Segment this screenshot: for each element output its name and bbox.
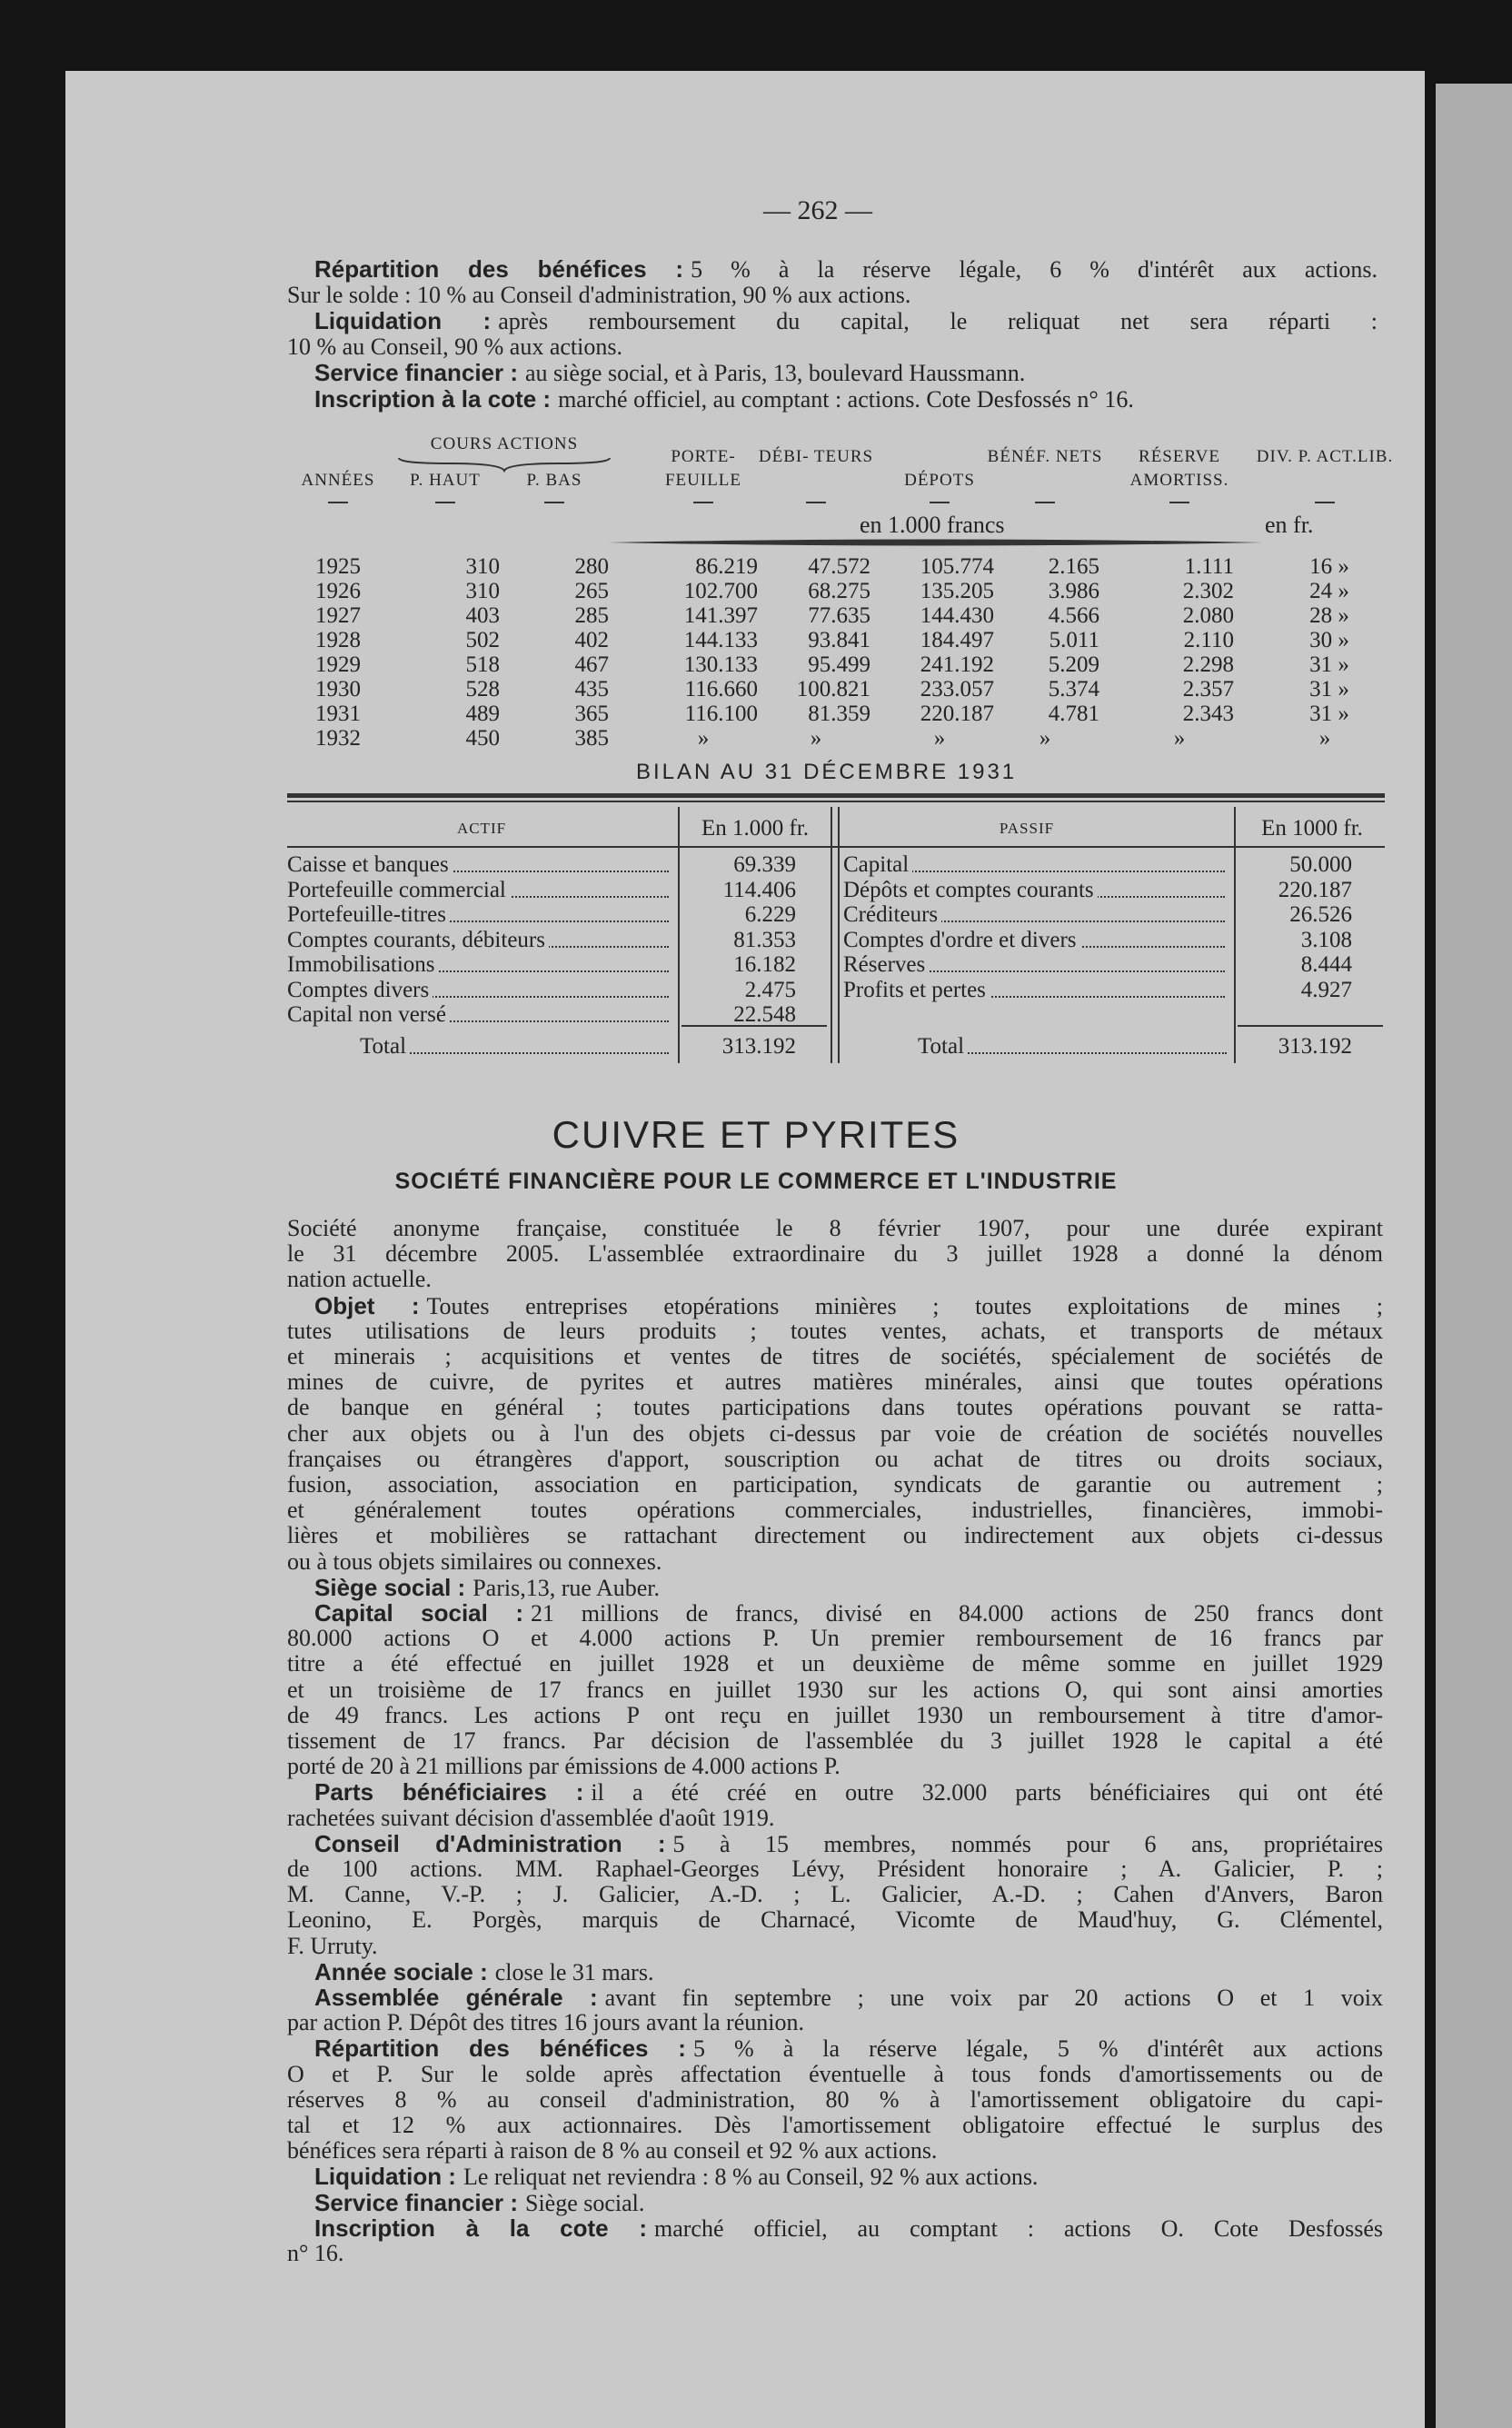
column-header: PORTE- FEUILLE <box>664 447 742 490</box>
table-cell: 402 <box>574 628 609 652</box>
text-line <box>287 283 1378 308</box>
table-cell: 5.374 <box>1048 677 1099 702</box>
line-text: tal et 12 % aux actionnaires. Dès l'amortissement obligatoire effectué le surplus des <box>287 2112 1383 2138</box>
table-hrule <box>1238 1025 1383 1027</box>
table-cell: 1932 <box>315 726 361 751</box>
line-text: 21 millions de francs, divisé en 84.000 actions de 250 francs dont <box>530 1600 1383 1627</box>
line-text: fusion, association, association en participation, syndicats de garantie ou autrement ; <box>287 1471 1383 1498</box>
table-cell: » <box>1173 726 1186 751</box>
table-cell: 280 <box>574 554 609 579</box>
table-cell: 144.430 <box>920 603 994 628</box>
table-cell: 385 <box>574 726 609 751</box>
header-dash <box>544 502 564 503</box>
table-cell: 220.187 <box>920 702 994 726</box>
passif-value: 26.526 <box>1289 902 1352 927</box>
line-text: de 49 francs. Les actions P ont reçu en juillet 1930 un remboursement à titre d'amor- <box>287 1701 1383 1728</box>
section-label: Parts bénéficiaires : <box>314 1778 584 1806</box>
passif-label: Profits et pertes <box>843 978 990 1003</box>
section-label: Liquidation : <box>314 2163 456 2191</box>
section-label: Siège social : <box>314 1573 466 1601</box>
adjacent-page-edge <box>1436 84 1512 2428</box>
passif-label: Comptes d'ordre et divers <box>843 928 1080 953</box>
table-cell: 30 » <box>1309 628 1349 652</box>
actif-label: Portefeuille commercial <box>287 878 510 903</box>
text-line <box>314 2164 1383 2190</box>
line-text: 5 % à la réserve légale, 5 % d'intérêt aux actions <box>692 2035 1383 2063</box>
actif-value: 2.475 <box>744 977 796 1002</box>
text-line <box>287 2113 1383 2138</box>
actif-label: Capital non versé <box>287 1002 450 1028</box>
table-cell: 2.165 <box>1048 554 1099 579</box>
section-label: Répartition des bénéfices : <box>314 255 684 283</box>
table-cell: 100.821 <box>796 677 870 702</box>
text-line <box>314 386 1378 413</box>
text-line <box>287 1344 1383 1369</box>
table-cell: 265 <box>574 579 609 603</box>
total-label: Total <box>360 1034 410 1060</box>
actif-value: 114.406 <box>722 877 796 902</box>
text-line <box>287 1934 1383 1959</box>
line-text: après remboursement du capital, le reliquat net sera réparti : <box>498 308 1378 334</box>
line-text: et minerais ; acquisitions et ventes de titres de sociétés, spécialement de sociétés de <box>287 1343 1383 1369</box>
line-text: n° 16. <box>287 2240 344 2266</box>
table-cell: 135.205 <box>920 579 994 603</box>
text-line <box>287 1523 1383 1548</box>
text-line <box>287 1754 1383 1779</box>
actif-label: Comptes courants, débiteurs <box>287 928 549 953</box>
text-line <box>314 2190 1383 2216</box>
text-line <box>287 1856 1383 1882</box>
table-hrule <box>287 846 1385 848</box>
section-label: Objet : <box>314 1291 420 1319</box>
actif-header: ACTIF <box>456 820 507 837</box>
section-label: Inscription à la cote : <box>314 2214 647 2242</box>
table-cell: 1926 <box>315 579 361 603</box>
line-text: françaises ou étrangères d'apport, souscription ou achat de titres ou droits sociaux, <box>287 1445 1383 1472</box>
actif-value: 69.339 <box>733 852 796 877</box>
line-text: Siège social. <box>525 2189 645 2216</box>
company-title: CUIVRE ET PYRITES <box>552 1113 960 1156</box>
table-cell: 2.357 <box>1182 677 1234 702</box>
table-cell: 24 » <box>1309 579 1349 603</box>
table-cell: 141.397 <box>683 603 758 628</box>
bilan-rule-top <box>287 793 1385 798</box>
text-line <box>287 1498 1383 1523</box>
line-text: avant fin septembre ; une voix par 20 actions O et 1 voix <box>604 1985 1383 2011</box>
bilan-rule-top-2 <box>287 801 1385 802</box>
total-passif: 313.192 <box>1278 1034 1352 1059</box>
actif-label: Caisse et banques <box>287 852 453 878</box>
text-line <box>314 1831 1383 1857</box>
line-text: il a été créé en outre 32.000 parts bénéficiaires qui ont été <box>591 1779 1383 1806</box>
table-cell: » <box>697 726 710 751</box>
line-text: cher aux objets ou à l'un des objets ci-dessus par voie de création de sociétés nouvelles <box>287 1419 1383 1447</box>
table-cell: 130.133 <box>683 652 758 677</box>
table-cell: 95.499 <box>808 652 870 677</box>
line-text: marché officiel, au comptant : actions O. Cote Desfossés <box>653 2214 1383 2242</box>
table-cell: 2.298 <box>1182 652 1234 677</box>
header-dash <box>1169 502 1189 503</box>
table-cell: 144.133 <box>683 628 758 652</box>
passif-header: PASSIF <box>999 820 1055 837</box>
line-text: titre a été effectué en juillet 1928 et un deuxième de même somme en juillet 1929 <box>287 1650 1383 1677</box>
header-dash <box>1035 502 1055 503</box>
table-cell: 467 <box>574 652 609 677</box>
line-text: porté de 20 à 21 millions par émissions de 4.000 actions P. <box>287 1753 841 1780</box>
column-header: RÉSERVE AMORTISS. <box>1129 447 1229 490</box>
passif-value: 3.108 <box>1300 927 1352 952</box>
text-line <box>287 1318 1383 1344</box>
table-cell: 86.219 <box>695 554 758 579</box>
amount-header-right: En 1000 fr. <box>1261 816 1363 841</box>
table-cell: 4.781 <box>1048 702 1099 726</box>
line-text: O et P. Sur le solde après affectation éventuelle à tous fonds d'amortissements ou de <box>287 2060 1383 2087</box>
table-cell: 31 » <box>1309 702 1349 726</box>
unit-note: en 1.000 francs <box>860 512 1005 538</box>
text-line <box>287 1369 1383 1395</box>
table-cell: » <box>1039 726 1051 751</box>
table-cell: » <box>1318 726 1331 751</box>
table-cell: 1925 <box>315 554 361 579</box>
line-text: et un troisième de 17 francs en juillet 1930 sur les actions O, qui sont ainsi amorties <box>287 1676 1383 1703</box>
section-label: Service financier : <box>314 2188 518 2216</box>
table-cell: 489 <box>465 702 500 726</box>
table-cell: 2.343 <box>1182 702 1234 726</box>
header-dash <box>930 502 950 503</box>
actif-label: Portefeuille-titres <box>287 902 450 928</box>
line-text: 5 à 15 membres, nommés pour 6 ans, propriétaires <box>672 1830 1383 1857</box>
line-text: Société anonyme française, constituée le 8 février 1907, pour une durée expirant <box>287 1215 1383 1241</box>
section-label: Liquidation : <box>314 307 492 334</box>
table-cell: 1929 <box>315 652 361 677</box>
line-text: F. Urruty. <box>287 1932 378 1959</box>
text-line <box>314 256 1378 283</box>
table-cell: 1931 <box>315 702 361 726</box>
header-dash <box>328 502 348 503</box>
table-cell: 4.566 <box>1048 603 1099 628</box>
table-cell: 77.635 <box>808 603 870 628</box>
line-text: close le 31 mars. <box>494 1958 654 1985</box>
section-label: Assemblée générale : <box>314 1984 598 2011</box>
table-cell: 2.302 <box>1182 579 1234 603</box>
table-cell: 1928 <box>315 628 361 652</box>
table-cell: 102.700 <box>683 579 758 603</box>
header-dash <box>693 502 713 503</box>
section-label: Année sociale : <box>314 1957 488 1985</box>
section-label: Capital social : <box>314 1599 523 1627</box>
line-text: et généralement toutes opérations commerciales, industrielles, financières, immobi- <box>287 1497 1383 1524</box>
table-cell: 2.110 <box>1183 628 1234 652</box>
text-line <box>314 1575 1383 1601</box>
table-cell: » <box>810 726 822 751</box>
table-cell: 2.080 <box>1182 603 1234 628</box>
table-cell: 435 <box>574 677 609 702</box>
table-cell: 502 <box>465 628 500 652</box>
passif-label: Réserves <box>843 952 929 978</box>
text-line <box>287 1549 1383 1575</box>
line-text: tutes utilisations de leurs produits ; toutes ventes, achats, et transports de métaux <box>287 1317 1383 1344</box>
text-line <box>287 1626 1383 1651</box>
header-dash <box>806 502 826 503</box>
line-text: de 100 actions. MM. Raphael-Georges Lévy, Président honoraire ; A. Galicier, P. ; <box>287 1856 1383 1882</box>
text-line <box>287 1651 1383 1677</box>
table-cell: 241.192 <box>920 652 994 677</box>
text-line <box>287 1806 1383 1831</box>
line-text: Sur le solde : 10 % au Conseil d'administration, 90 % aux actions. <box>287 281 911 308</box>
text-line <box>287 1216 1383 1241</box>
header-dash <box>1315 502 1335 503</box>
table-cell: 528 <box>465 677 500 702</box>
line-text: Paris,13, rue Auber. <box>472 1574 660 1601</box>
text-line <box>287 1472 1383 1498</box>
line-text: mines de cuivre, de pyrites et autres matières minérales, ainsi que toutes opérations <box>287 1368 1383 1396</box>
text-line <box>287 1447 1383 1472</box>
passif-label: Créditeurs <box>843 902 941 928</box>
line-text: M. Canne, V.-P. ; J. Galicier, A.-D. ; L. Galicier, A.-D. ; Cahen d'Anvers, Baron <box>287 1881 1383 1908</box>
text-line <box>287 1241 1383 1267</box>
group-header: COURS ACTIONS <box>430 434 579 453</box>
actif-value: 81.353 <box>733 927 796 952</box>
text-line <box>287 2062 1383 2087</box>
unit-rule <box>609 536 1263 549</box>
line-text: 5 % à la réserve légale, 6 % d'intérêt aux actions. <box>691 256 1378 283</box>
line-text: 80.000 actions O et 4.000 actions P. Un premier remboursement de 16 francs par <box>287 1625 1383 1652</box>
total-label: Total <box>918 1034 968 1060</box>
table-cell: 31 » <box>1309 652 1349 677</box>
table-cell: 28 » <box>1309 603 1349 628</box>
section-label: Inscription à la cote : <box>314 384 552 413</box>
line-text: au siège social, et à Paris, 13, boulevard Haussmann. <box>525 360 1026 386</box>
actif-label: Comptes divers <box>287 978 433 1003</box>
text-line <box>287 1728 1383 1754</box>
bilan-title: BILAN AU 31 DÉCEMBRE 1931 <box>636 760 1018 784</box>
table-cell: 81.359 <box>808 702 870 726</box>
text-line <box>287 334 1378 360</box>
passif-value: 220.187 <box>1278 877 1352 902</box>
passif-label: Dépôts et comptes courants <box>843 878 1098 903</box>
text-line <box>314 2215 1383 2242</box>
table-cell: 310 <box>465 579 500 603</box>
table-cell: 285 <box>574 603 609 628</box>
column-header: P. HAUT <box>410 471 481 490</box>
text-line <box>287 1677 1383 1703</box>
table-cell: 116.660 <box>684 677 758 702</box>
column-header: ANNÉES <box>301 471 375 490</box>
unit-note-right: en fr. <box>1265 512 1314 538</box>
section-label: Conseil d'Administration : <box>314 1829 666 1857</box>
text-line <box>314 1985 1383 2011</box>
table-cell: 31 » <box>1309 677 1349 702</box>
table-cell: 450 <box>465 726 500 751</box>
line-text: rachetées suivant décision d'assemblée d'août 1919. <box>287 1804 775 1831</box>
table-cell: 1930 <box>315 677 361 702</box>
column-header: DIV. P. ACT.LIB. <box>1256 447 1394 466</box>
table-cell: 68.275 <box>808 579 870 603</box>
section-label: Service financier : <box>314 359 518 386</box>
table-cell: 47.572 <box>808 554 870 579</box>
text-line <box>287 2241 1383 2266</box>
amount-header: En 1.000 fr. <box>701 816 810 841</box>
header-dash <box>435 502 455 503</box>
text-line <box>287 1267 1383 1292</box>
text-line <box>287 1421 1383 1447</box>
line-text: le 31 décembre 2005. L'assemblée extraordinaire du 3 juillet 1928 a donné la dénom <box>287 1240 1383 1268</box>
passif-value: 4.927 <box>1300 977 1352 1002</box>
table-cell: 1927 <box>315 603 361 628</box>
passif-value: 8.444 <box>1300 952 1352 977</box>
actif-value: 16.182 <box>733 952 796 977</box>
line-text: réserves 8 % au conseil d'administration, 80 % à l'amortissement obligatoire du capi- <box>287 2085 1383 2113</box>
text-line <box>287 1703 1383 1728</box>
text-line <box>287 2010 1383 2035</box>
line-text: marché officiel, au comptant : actions. Cote Desfossés n° 16. <box>558 385 1134 413</box>
text-line <box>314 1600 1383 1627</box>
table-cell: 184.497 <box>920 628 994 652</box>
passif-label: Capital <box>843 852 912 878</box>
company-subtitle: SOCIÉTÉ FINANCIÈRE POUR LE COMMERCE ET L'INDUSTRIE <box>394 1169 1118 1194</box>
text-line <box>287 2087 1383 2113</box>
column-header: DÉPOTS <box>904 471 975 490</box>
line-text: lières et mobilières se rattachant directement ou indirectement aux objets ci-dessus <box>287 1522 1383 1549</box>
table-cell: 1.111 <box>1184 554 1234 579</box>
table-cell: » <box>933 726 946 751</box>
line-text: 10 % au Conseil, 90 % aux actions. <box>287 333 622 360</box>
actif-label: Immobilisations <box>287 952 439 978</box>
text-line <box>287 1882 1383 1907</box>
text-line <box>314 1293 1383 1319</box>
actif-value: 22.548 <box>733 1002 796 1027</box>
table-cell: 310 <box>465 554 500 579</box>
table-cell: 518 <box>465 652 500 677</box>
table-cell: 5.209 <box>1048 652 1099 677</box>
table-cell: 5.011 <box>1049 628 1099 652</box>
page-number: — 262 — <box>763 195 872 225</box>
text-line <box>314 1959 1383 1985</box>
line-text: Leonino, E. Porgès, marquis de Charnacé, Vicomte de Maud'huy, G. Clémentel, <box>287 1906 1383 1934</box>
table-cell: 116.100 <box>684 702 758 726</box>
line-text: ou à tous objets similaires ou connexes. <box>287 1547 662 1575</box>
line-text: par action P. Dépôt des titres 16 jours avant la réunion. <box>287 2009 804 2036</box>
section-label: Répartition des bénéfices : <box>314 2035 686 2063</box>
line-text: bénéfices sera réparti à raison de 8 % au conseil et 92 % aux actions. <box>287 2137 938 2164</box>
text-line <box>314 1779 1383 1806</box>
text-line <box>287 2138 1383 2164</box>
actif-value: 6.229 <box>744 902 796 927</box>
text-line <box>287 1395 1383 1420</box>
table-cell: 365 <box>574 702 609 726</box>
column-header: BÉNÉF. NETS <box>987 447 1103 466</box>
line-text: Toutes entreprises etopérations minières ; toutes exploitations de mines ; <box>426 1292 1383 1319</box>
table-cell: 105.774 <box>920 554 994 579</box>
text-line <box>314 360 1378 386</box>
table-cell: 93.841 <box>808 628 870 652</box>
column-header: P. BAS <box>526 471 582 490</box>
table-cell: 403 <box>465 603 500 628</box>
table-cell: 16 » <box>1309 554 1349 579</box>
text-line <box>287 1907 1383 1933</box>
total-actif: 313.192 <box>721 1034 796 1059</box>
text-line <box>314 308 1378 334</box>
line-text: tissement de 17 francs. Par décision de l'assemblée du 3 juillet 1928 le capital a été <box>287 1727 1383 1754</box>
line-text: Le reliquat net reviendra : 8 % au Conseil, 92 % aux actions. <box>463 2164 1039 2191</box>
table-cell: 3.986 <box>1048 579 1099 603</box>
table-cell: 233.057 <box>920 677 994 702</box>
column-header: DÉBI- TEURS <box>758 447 874 466</box>
text-line <box>314 2035 1383 2062</box>
passif-value: 50.000 <box>1289 852 1352 877</box>
line-text: nation actuelle. <box>287 1266 432 1293</box>
line-text: de banque en général ; toutes participations dans toutes opérations pouvant se ratta- <box>287 1394 1383 1421</box>
